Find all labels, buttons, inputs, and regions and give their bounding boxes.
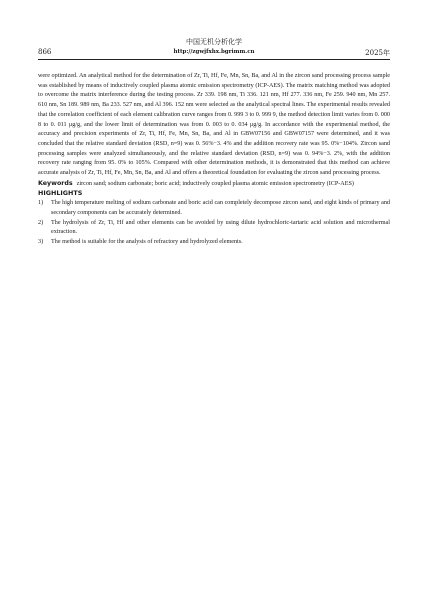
journal-url: http://zgwjfxhx.bgrimm.cn	[173, 49, 255, 55]
header-divider	[38, 59, 390, 60]
abstract-paragraph: were optimized. An analytical method for the determination of Zr, Ti, Hf, Fe, Mn, Sn, Ba, and Al in the zircon sand processing process sample was established by means of inductively coupled plasma atomic emission spectrometry (ICP-AES). The matrix matching method was adopted to overcome the matrix interference during the testing process. Zr 339. 198 nm, Ti 336. 121 nm, Hf 277. 336 nm, Fe 259. 940 nm, Mn 257. 610 nm, Sn 189. 989 nm, Ba 233. 527 nm, and Al 396. 152 nm were selected as the analytical spectral lines. The experimental results revealed that the correlation coefficient of each element calibration curve ranges from 0. 999 3 to 0. 999 9, the method detection limit varies from 0. 000 8 to 0. 011 μg/g, and the lower limit of determination was from 0. 003 to 0. 034 μg/g. In accordance with the experimental method, the accuracy and precision experiments of Zr, Ti, Hf, Fe, Mn, Sn, Ba, and Al in GBW07156 and GBW07157 were determined, and it was concluded that the relative standard deviation (RSD, n=9) was 0. 56%−3. 4% and the addition recovery rate was 95. 0%−104%. Zircon sand processing samples were analyzed simultaneously, and the relative standard deviation (RSD, n=9) was 0. 94%−3. 2%, with the addition recovery rate ranging from 95. 0% to 105%. Compared with other determination methods, it is demonstrated that this method can achieve accurate analysis of Zr, Ti, Hf, Fe, Mn, Sn, Ba, and Al and offers a theoretical foundation for evaluating the zircon sand processing process.	[38, 73, 391, 177]
highlight-number: 1)	[38, 200, 44, 207]
highlight-text: The method is suitable for the analysis of refractory and hydrolyzed elements.	[51, 238, 243, 245]
highlight-number: 2)	[38, 219, 44, 226]
highlight-item	[38, 219, 390, 238]
highlight-item	[38, 199, 390, 218]
keywords-text: zircon sand; sodium carbonate; boric acid; inductively coupled plasma atomic emission spectrometry (ICP-AES)	[76, 180, 354, 187]
article-body	[38, 72, 390, 248]
page-number: 866	[38, 48, 52, 56]
highlights-title: HIGHLIGHTS	[38, 189, 83, 198]
keywords-label: Keywords	[38, 179, 73, 187]
highlight-text: The high temperature melting of sodium carbonate and boric acid can completely decompose zircon sand, and eight kinds of primary and secondary components can be accurately determined.	[51, 200, 390, 216]
publication-year: 2025年	[365, 49, 390, 57]
highlight-item	[38, 238, 390, 248]
highlight-number: 3)	[38, 238, 44, 245]
highlights-list	[38, 199, 390, 248]
page-header	[38, 38, 390, 64]
journal-title: 中国无机分析化学	[186, 38, 242, 46]
keywords-line	[38, 179, 390, 190]
highlight-text: The hydrolysis of Zr, Ti, Hf and other elements can be avoided by using dilute hydrochloric-tartaric acid solution and microthermal extraction.	[51, 219, 390, 236]
